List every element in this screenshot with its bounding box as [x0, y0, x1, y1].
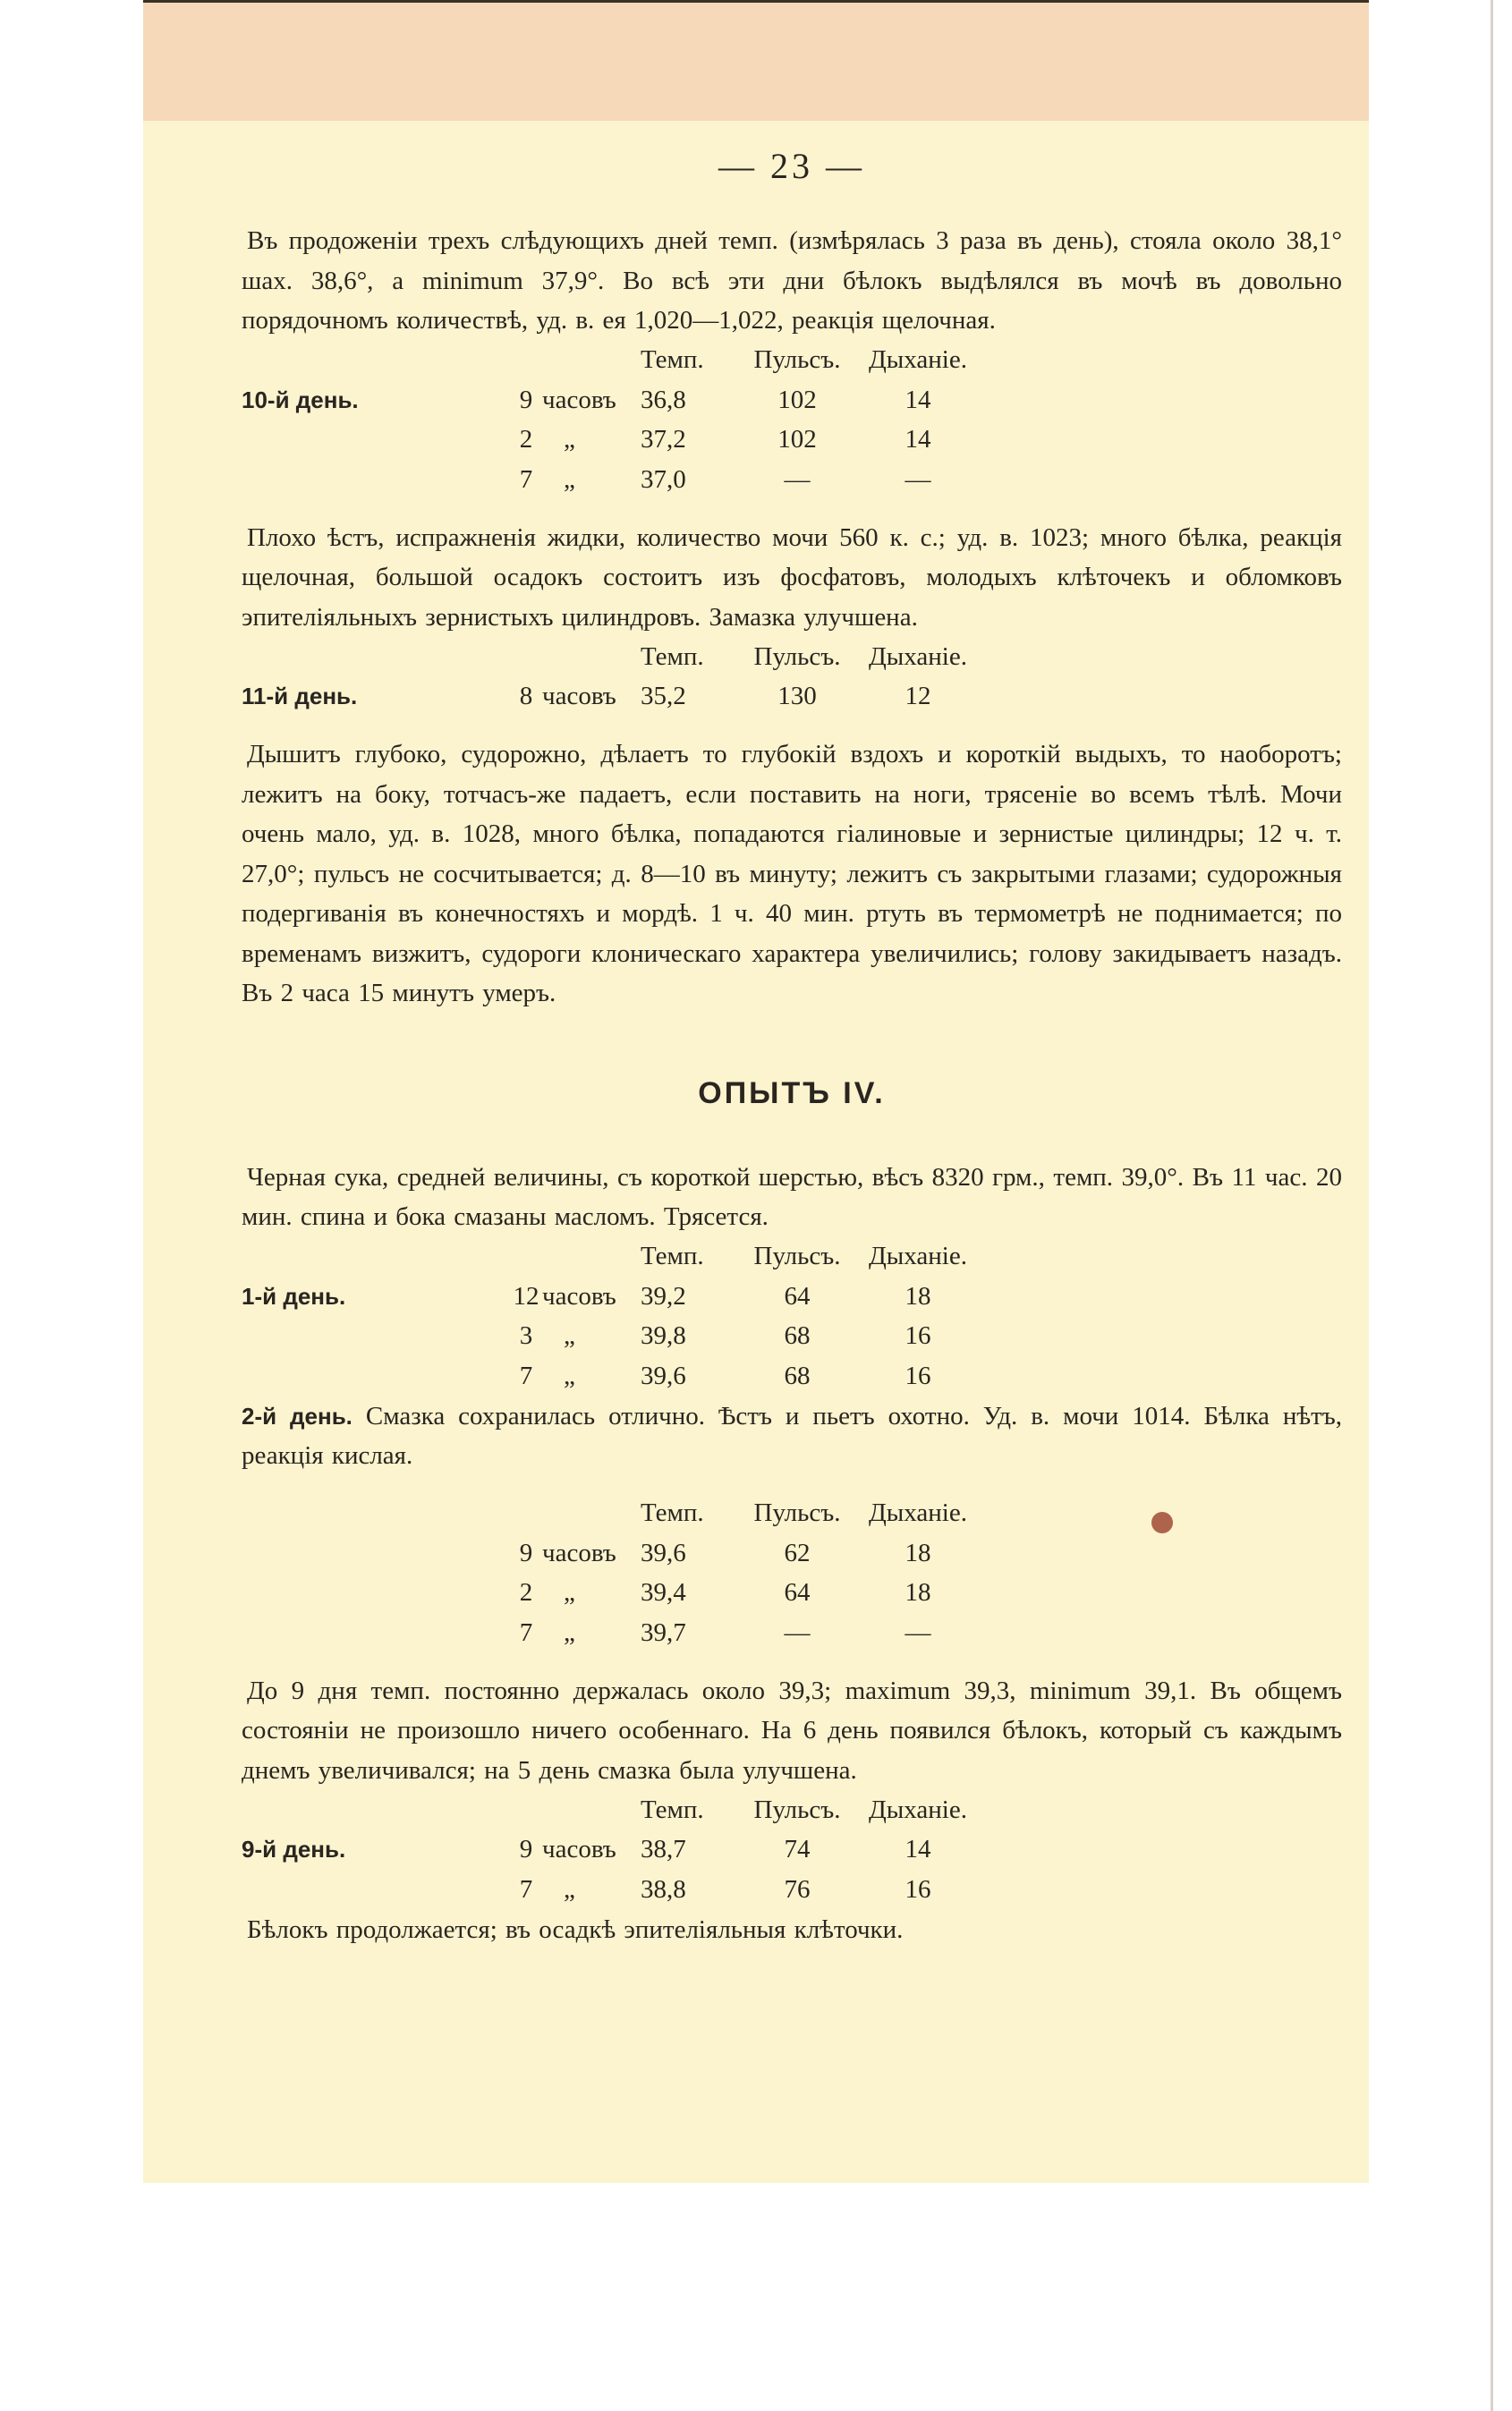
- breath-header: Дыханіе.: [869, 1242, 967, 1271]
- pulse-cell: 62: [784, 1538, 811, 1567]
- breath-cell: 18: [905, 1281, 931, 1311]
- pulse-cell: 68: [784, 1321, 811, 1351]
- table-row: [242, 460, 981, 500]
- breath-header: Дыханіе.: [869, 1795, 967, 1824]
- table-header-row: [242, 1237, 981, 1278]
- unit-cell: часовъ: [542, 385, 616, 414]
- breath-cell: 18: [905, 1538, 931, 1567]
- table-row: [242, 1356, 981, 1397]
- unit-cell: часовъ: [542, 1835, 616, 1864]
- day-label: 9-й день.: [242, 1836, 346, 1863]
- table-header-row: [242, 1494, 981, 1534]
- temp-cell: 39,7: [641, 1617, 686, 1647]
- breath-cell: 12: [905, 682, 931, 711]
- paragraph-2: Плохо ѣстъ, испражненія жидки, количество мочи 560 к. с.; уд. в. 1023; много бѣлка, реакція щелочная, большой осадокъ состоитъ изъ фосфатовъ, молодыхъ клѣточекъ и обломковъ эпителіяльныхъ зернистыхъ цилиндровъ. Замазка улучшена.: [242, 522, 1342, 632]
- breath-cell: 14: [905, 385, 931, 414]
- paragraph-1: Въ продоженіи трехъ слѣдующихъ дней темп. (измѣрялась 3 раза въ день), стояла около 38,1° шах. 38,6°, а minimum 37,9°. Во всѣ эти дни бѣлокъ выдѣлялся въ мочѣ въ довольно порядочномъ количествѣ, уд. в. ея 1,020—1,022, реакція щелочная.: [242, 226, 1342, 335]
- unit-cell: „: [564, 464, 575, 494]
- paragraph-6: До 9 дня темп. постоянно держалась около 39,3; maximum 39,3, minimum 39,1. Въ общемъ состояніи не произошло ничего особеннаго. На 6 день появился бѣлокъ, который съ каждымъ днемъ увеличивался; на 5 день смазка была улучшена.: [242, 1676, 1342, 1785]
- unit-cell: „: [564, 1617, 575, 1647]
- breath-cell: —: [905, 1617, 931, 1647]
- table-row: [242, 1574, 981, 1614]
- pulse-header: Пульсъ.: [753, 641, 841, 671]
- table-header-row: [242, 637, 981, 677]
- temp-cell: 36,8: [641, 385, 686, 414]
- unit-cell: „: [564, 1874, 575, 1904]
- temp-cell: 38,8: [641, 1874, 686, 1904]
- table-row: [242, 1317, 981, 1357]
- pulse-cell: 102: [777, 425, 817, 454]
- right-scan-edge: [1491, 0, 1493, 2411]
- temp-header: Темп.: [641, 641, 704, 671]
- temp-header: Темп.: [641, 1498, 704, 1528]
- table-row: [242, 1277, 981, 1317]
- table-row: [242, 1830, 981, 1871]
- table-row: [242, 1533, 981, 1574]
- day-label: 2-й день.: [242, 1402, 353, 1430]
- hour-cell: 12: [513, 1281, 539, 1311]
- day-label: 10-й день.: [242, 386, 359, 413]
- breath-header: Дыханіе.: [869, 345, 967, 375]
- breath-header: Дыханіе.: [869, 641, 967, 671]
- section-title: ОПЫТЪ IV.: [698, 1075, 886, 1110]
- table-row: [242, 420, 981, 461]
- observation-table-day9: [242, 1790, 981, 1910]
- temp-cell: 39,6: [641, 1538, 686, 1567]
- observation-table-day11: [242, 637, 981, 717]
- observation-table-day1: [242, 1237, 981, 1397]
- hour-cell: 2: [519, 1578, 533, 1608]
- table-row: [242, 380, 981, 420]
- hour-cell: 8: [519, 682, 533, 711]
- pulse-header: Пульсъ.: [753, 1498, 841, 1528]
- unit-cell: „: [564, 425, 575, 454]
- breath-cell: 16: [905, 1361, 931, 1390]
- pulse-header: Пульсъ.: [753, 1242, 841, 1271]
- paragraph-3: Дышитъ глубоко, судорожно, дѣлаетъ то глубокій вздохъ и короткій выдыхъ, то наоборотъ; лежитъ на боку, тотчасъ-же падаетъ, если поставить на ноги, трясеніе во всемъ тѣлѣ. Мочи очень мало, уд. в. 1028, много бѣлка, попадаются гіалиновые и зернистые цилиндры; 12 ч. т. 27,0°; пульсъ не сосчитывается; д. 8—10 въ минуту; лежитъ съ закрытыми глазами; судорожныя подергиванія въ конечностяхъ и мордѣ. 1 ч. 40 мин. ртуть въ термометрѣ не поднимается; по временамъ визжитъ, судороги клоническаго характера увеличились; голову закидываетъ назадъ. Въ 2 часа 15 минутъ умеръ.: [242, 740, 1342, 1007]
- table-row: [242, 677, 981, 717]
- breath-header: Дыханіе.: [869, 1498, 967, 1528]
- hour-cell: 7: [519, 1361, 533, 1390]
- breath-cell: —: [905, 464, 931, 494]
- observation-table-day2: [242, 1494, 981, 1653]
- temp-cell: 39,4: [641, 1578, 686, 1608]
- paragraph-7: Бѣлокъ продолжается; въ осадкѣ эпителіяльныя клѣточки.: [247, 1914, 904, 1944]
- observation-table-day10: [242, 341, 981, 500]
- unit-cell: „: [564, 1361, 575, 1390]
- top-edge-line: [143, 0, 1369, 3]
- temp-cell: 39,6: [641, 1361, 686, 1390]
- temp-cell: 35,2: [641, 682, 686, 711]
- temp-cell: 37,0: [641, 464, 686, 494]
- breath-cell: 16: [905, 1321, 931, 1351]
- temp-header: Темп.: [641, 1795, 704, 1824]
- pulse-header: Пульсъ.: [753, 345, 841, 375]
- breath-cell: 16: [905, 1874, 931, 1904]
- pulse-cell: 74: [784, 1835, 811, 1864]
- page-content: [242, 134, 1342, 1949]
- hour-cell: 7: [519, 1874, 533, 1904]
- paragraph-4: Черная сука, средней величины, съ короткой шерстью, вѣсъ 8320 грм., темп. 39,0°. Въ 11 час. 20 мин. спина и бока смазаны масломъ. Трясется.: [242, 1162, 1342, 1231]
- unit-cell: часовъ: [542, 1281, 616, 1311]
- table-header-row: [242, 1790, 981, 1830]
- breath-cell: 14: [905, 1835, 931, 1864]
- breath-cell: 14: [905, 425, 931, 454]
- hour-cell: 9: [519, 1835, 533, 1864]
- hour-cell: 7: [519, 1617, 533, 1647]
- temp-cell: 39,8: [641, 1321, 686, 1351]
- unit-cell: „: [564, 1578, 575, 1608]
- pulse-cell: 76: [784, 1874, 811, 1904]
- temp-cell: 39,2: [641, 1281, 686, 1311]
- paragraph-5: [242, 1397, 1342, 1476]
- page-number: — 23 —: [718, 146, 865, 186]
- temp-header: Темп.: [641, 345, 704, 375]
- hour-cell: 9: [519, 1538, 533, 1567]
- hour-cell: 2: [519, 425, 533, 454]
- pulse-cell: 64: [784, 1281, 811, 1311]
- hour-cell: 9: [519, 385, 533, 414]
- temp-cell: 37,2: [641, 425, 686, 454]
- table-row: [242, 1613, 981, 1653]
- pulse-cell: 64: [784, 1578, 811, 1608]
- unit-cell: часовъ: [542, 682, 616, 711]
- temp-header: Темп.: [641, 1242, 704, 1271]
- paragraph-5-text: Смазка сохранилась отлично. Ѣстъ и пьетъ охотно. Уд. в. мочи 1014. Бѣлка нѣтъ, реакція кислая.: [242, 1401, 1342, 1470]
- day-label: 1-й день.: [242, 1282, 346, 1310]
- unit-cell: часовъ: [542, 1538, 616, 1567]
- pulse-header: Пульсъ.: [753, 1795, 841, 1824]
- temp-cell: 38,7: [641, 1835, 686, 1864]
- pulse-cell: 68: [784, 1361, 811, 1390]
- pulse-cell: 130: [777, 682, 817, 711]
- breath-cell: 18: [905, 1578, 931, 1608]
- unit-cell: „: [564, 1321, 575, 1351]
- hour-cell: 3: [519, 1321, 533, 1351]
- table-row: [242, 1870, 981, 1910]
- table-header-row: [242, 341, 981, 381]
- day-label: 11-й день.: [242, 683, 358, 710]
- pulse-cell: 102: [777, 385, 817, 414]
- hour-cell: 7: [519, 464, 533, 494]
- pulse-cell: —: [784, 464, 811, 494]
- top-scan-band: [143, 0, 1369, 121]
- pulse-cell: —: [784, 1617, 811, 1647]
